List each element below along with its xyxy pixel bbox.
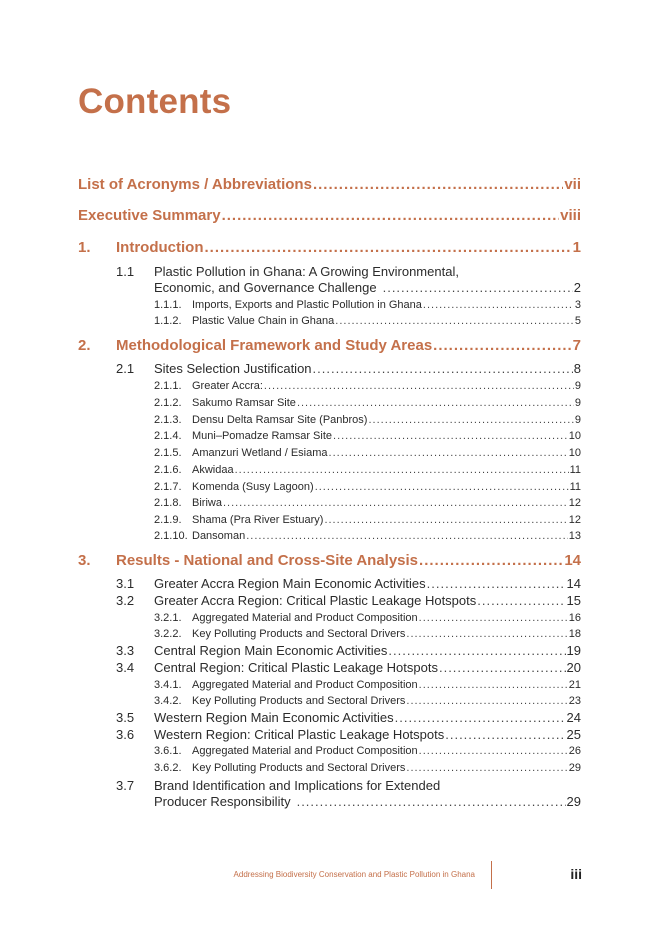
toc-label: Brand Identification and Implications for Extended [154,778,441,793]
toc-number: 2.1.9. [154,514,182,526]
dot-leader [423,299,574,311]
toc-label: Muni–Pomadze Ramsar Site [192,430,333,442]
dot-leader [419,745,568,757]
dot-leader [388,644,565,658]
toc-page-number: 10 [568,447,581,459]
toc-label: Central Region Main Economic Activities [154,643,388,658]
dot-leader [395,711,566,725]
toc-entry-2-1-8[interactable] [154,497,581,509]
toc-page-number: 9 [574,397,581,409]
toc-page-number: 15 [566,593,581,608]
toc-label: List of Acronyms / Abbreviations [78,176,312,193]
toc-number: 3.2.1. [154,612,182,624]
toc-page-number: 11 [569,464,581,476]
toc-label: Key Polluting Products and Sectoral Drivers [192,628,406,640]
toc-number: 2.1.5. [154,447,182,459]
toc-label: Greater Accra Region: Critical Plastic Leakage Hotspots [154,593,477,608]
dot-leader [419,679,568,691]
toc-page-number: 9 [574,380,581,392]
toc-number: 2.1 [116,361,135,376]
toc-label: Aggregated Material and Product Composition [192,745,418,757]
toc-entry-1-1-line2[interactable] [154,281,581,295]
toc-entry-3-6-2[interactable] [154,762,581,774]
toc-label: Plastic Pollution in Ghana: A Growing Environmental, [154,264,459,279]
toc-label: Sakumo Ramsar Site [192,397,296,409]
toc-page-number: 25 [566,727,581,742]
toc-entry-executive-summary[interactable] [78,208,581,225]
dot-leader [324,514,567,526]
toc-page-number: 11 [569,481,581,493]
toc-label: Komenda (Susy Lagoon) [192,481,314,493]
toc-entry-methodological-framework[interactable] [78,338,581,355]
toc-entry-1-1-1[interactable] [154,299,581,311]
toc-number: 2.1.2. [154,397,182,409]
toc-entry-3-2-2[interactable] [154,628,581,640]
toc-label: Western Region: Critical Plastic Leakage Hotspots [154,727,445,742]
toc-number: 3.6 [116,727,135,742]
toc-number: 2.1.4. [154,430,182,442]
toc-page-number: 14 [564,552,581,569]
dot-leader [445,728,565,742]
toc-page-number: 12 [568,497,581,509]
toc-label: Producer Responsibility [154,794,291,809]
toc-number: 3.4.1. [154,679,182,691]
toc-number: 2.1.3. [154,414,182,426]
dot-leader [297,397,574,409]
toc-label: Executive Summary [78,207,221,224]
toc-page-number: 3 [574,299,581,311]
toc-label: Key Polluting Products and Sectoral Drivers [192,695,406,707]
dot-leader [222,208,560,225]
dot-leader [433,338,571,355]
toc-entry-3-7-line2[interactable] [154,795,581,809]
dot-leader [419,612,568,624]
toc-number: 1.1.2. [154,315,182,327]
toc-number: 3.6.1. [154,745,182,757]
dot-leader [477,594,565,608]
toc-entry-2-1[interactable] [116,362,581,376]
toc-label: Sites Selection Justification [154,361,312,376]
toc-number: 3.4.2. [154,695,182,707]
toc-number: 2.1.1. [154,380,182,392]
toc-entry-1-1-line1[interactable] [116,264,459,279]
toc-entry-2-1-5[interactable] [154,447,581,459]
toc-page-number: 12 [568,514,581,526]
dot-leader [333,430,568,442]
toc-label: Introduction [116,239,204,256]
toc-number: 1. [78,239,91,256]
dot-leader [439,661,566,675]
toc-label: Akwidaa [192,464,234,476]
toc-page-number: viii [560,207,581,224]
dot-leader [313,177,563,194]
toc-number: 3.4 [116,660,135,675]
dot-leader [406,762,567,774]
toc-number: 3.5 [116,710,135,725]
dot-leader [315,481,569,493]
toc-page-number: 29 [568,762,581,774]
toc-page-number: 13 [568,530,581,542]
toc-page-number: 7 [572,337,581,354]
toc-page-number: 19 [566,643,581,658]
toc-number: 2. [78,337,91,354]
toc-number: 2.1.10. [154,530,188,542]
toc-number: 3.2 [116,593,135,608]
toc-number: 1.1 [116,264,135,279]
toc-entry-3-2-1[interactable] [154,612,581,624]
dot-leader [223,497,568,509]
dot-leader [297,795,566,809]
toc-entry-3-5[interactable] [116,711,581,725]
toc-label: Greater Accra Region Main Economic Activities [154,576,426,591]
toc-entry-3-7-line1[interactable] [116,778,440,793]
toc-entry-3-4-2[interactable] [154,695,581,707]
dot-leader [204,240,571,257]
toc-label: Dansoman [192,530,246,542]
toc-number: 3.2.2. [154,628,182,640]
toc-page-number: 10 [568,430,581,442]
toc-page-number: 20 [566,660,581,675]
toc-label: Amanzuri Wetland / Esiama [192,447,328,459]
toc-entry-2-1-2[interactable] [154,397,581,409]
toc-entry-2-1-6[interactable] [154,464,581,476]
toc-label: Shama (Pra River Estuary) [192,514,324,526]
toc-entry-introduction[interactable] [78,240,581,257]
dot-leader [427,577,566,591]
toc-number: 3.3 [116,643,135,658]
toc-number: 3.6.2. [154,762,182,774]
toc-label: Methodological Framework and Study Areas [116,337,433,354]
toc-page-number: 24 [566,710,581,725]
toc-label: Aggregated Material and Product Composition [192,679,418,691]
dot-leader [329,447,568,459]
dot-leader [406,628,567,640]
toc-page-number: vii [564,176,581,193]
toc-label: Results - National and Cross-Site Analysis [116,552,419,569]
toc-entry-3-1[interactable] [116,577,581,591]
toc-label: Aggregated Material and Product Composition [192,612,418,624]
toc-label: Plastic Value Chain in Ghana [192,315,335,327]
toc-entry-results[interactable] [78,553,581,570]
toc-number: 1.1.1. [154,299,182,311]
toc-page-number: 29 [566,794,581,809]
toc-page-number: 26 [568,745,581,757]
toc-entry-3-4-1[interactable] [154,679,581,691]
toc-label: Key Polluting Products and Sectoral Drivers [192,762,406,774]
toc-entry-3-3[interactable] [116,644,581,658]
toc-entry-2-1-10[interactable] [154,530,581,542]
toc-label: Greater Accra: [192,380,263,392]
toc-page-number: 16 [568,612,581,624]
toc-number: 3.7 [116,778,135,793]
toc-page-number: 21 [568,679,581,691]
page-title: Contents [78,82,232,121]
toc-number: 3.1 [116,576,135,591]
toc-page-number: 18 [568,628,581,640]
footer-divider [491,861,492,889]
toc-entry-3-2[interactable] [116,594,581,608]
toc-label: Economic, and Governance Challenge [154,280,377,295]
dot-leader [264,380,574,392]
toc-page-number: 23 [568,695,581,707]
toc-entry-3-4[interactable] [116,661,581,675]
toc-entry-3-6[interactable] [116,728,581,742]
toc-entry-2-1-9[interactable] [154,514,581,526]
toc-entry-2-1-4[interactable] [154,430,581,442]
toc-entry-2-1-3[interactable] [154,414,581,426]
dot-leader [313,362,573,376]
toc-number: 2.1.8. [154,497,182,509]
toc-label: Imports, Exports and Plastic Pollution in Ghana [192,299,422,311]
toc-number: 2.1.6. [154,464,182,476]
dot-leader [406,695,567,707]
footer-document-title: Addressing Biodiversity Conservation and Plastic Pollution in Ghana [233,870,475,879]
toc-entry-2-1-7[interactable] [154,481,581,493]
toc-entry-2-1-1[interactable] [154,380,581,392]
dot-leader [383,281,573,295]
footer-page-number: iii [570,866,582,882]
toc-number: 2.1.7. [154,481,182,493]
toc-label: Central Region: Critical Plastic Leakage Hotspots [154,660,438,675]
toc-page-number: 1 [572,239,581,256]
toc-number: 3. [78,552,91,569]
toc-page-number: 14 [566,576,581,591]
dot-leader [368,414,573,426]
toc-page-number: 9 [574,414,581,426]
toc-entry-1-1-2[interactable] [154,315,581,327]
dot-leader [419,553,563,570]
dot-leader [235,464,569,476]
toc-page-number: 8 [573,361,581,376]
toc-label: Western Region Main Economic Activities [154,710,394,725]
toc-page-number: 2 [573,280,581,295]
toc-entry-3-6-1[interactable] [154,745,581,757]
dot-leader [246,530,568,542]
dot-leader [335,315,574,327]
toc-entry-acronyms[interactable] [78,177,581,194]
toc-page-number: 5 [574,315,581,327]
toc-label: Densu Delta Ramsar Site (Panbros) [192,414,368,426]
toc-label: Biriwa [192,497,222,509]
